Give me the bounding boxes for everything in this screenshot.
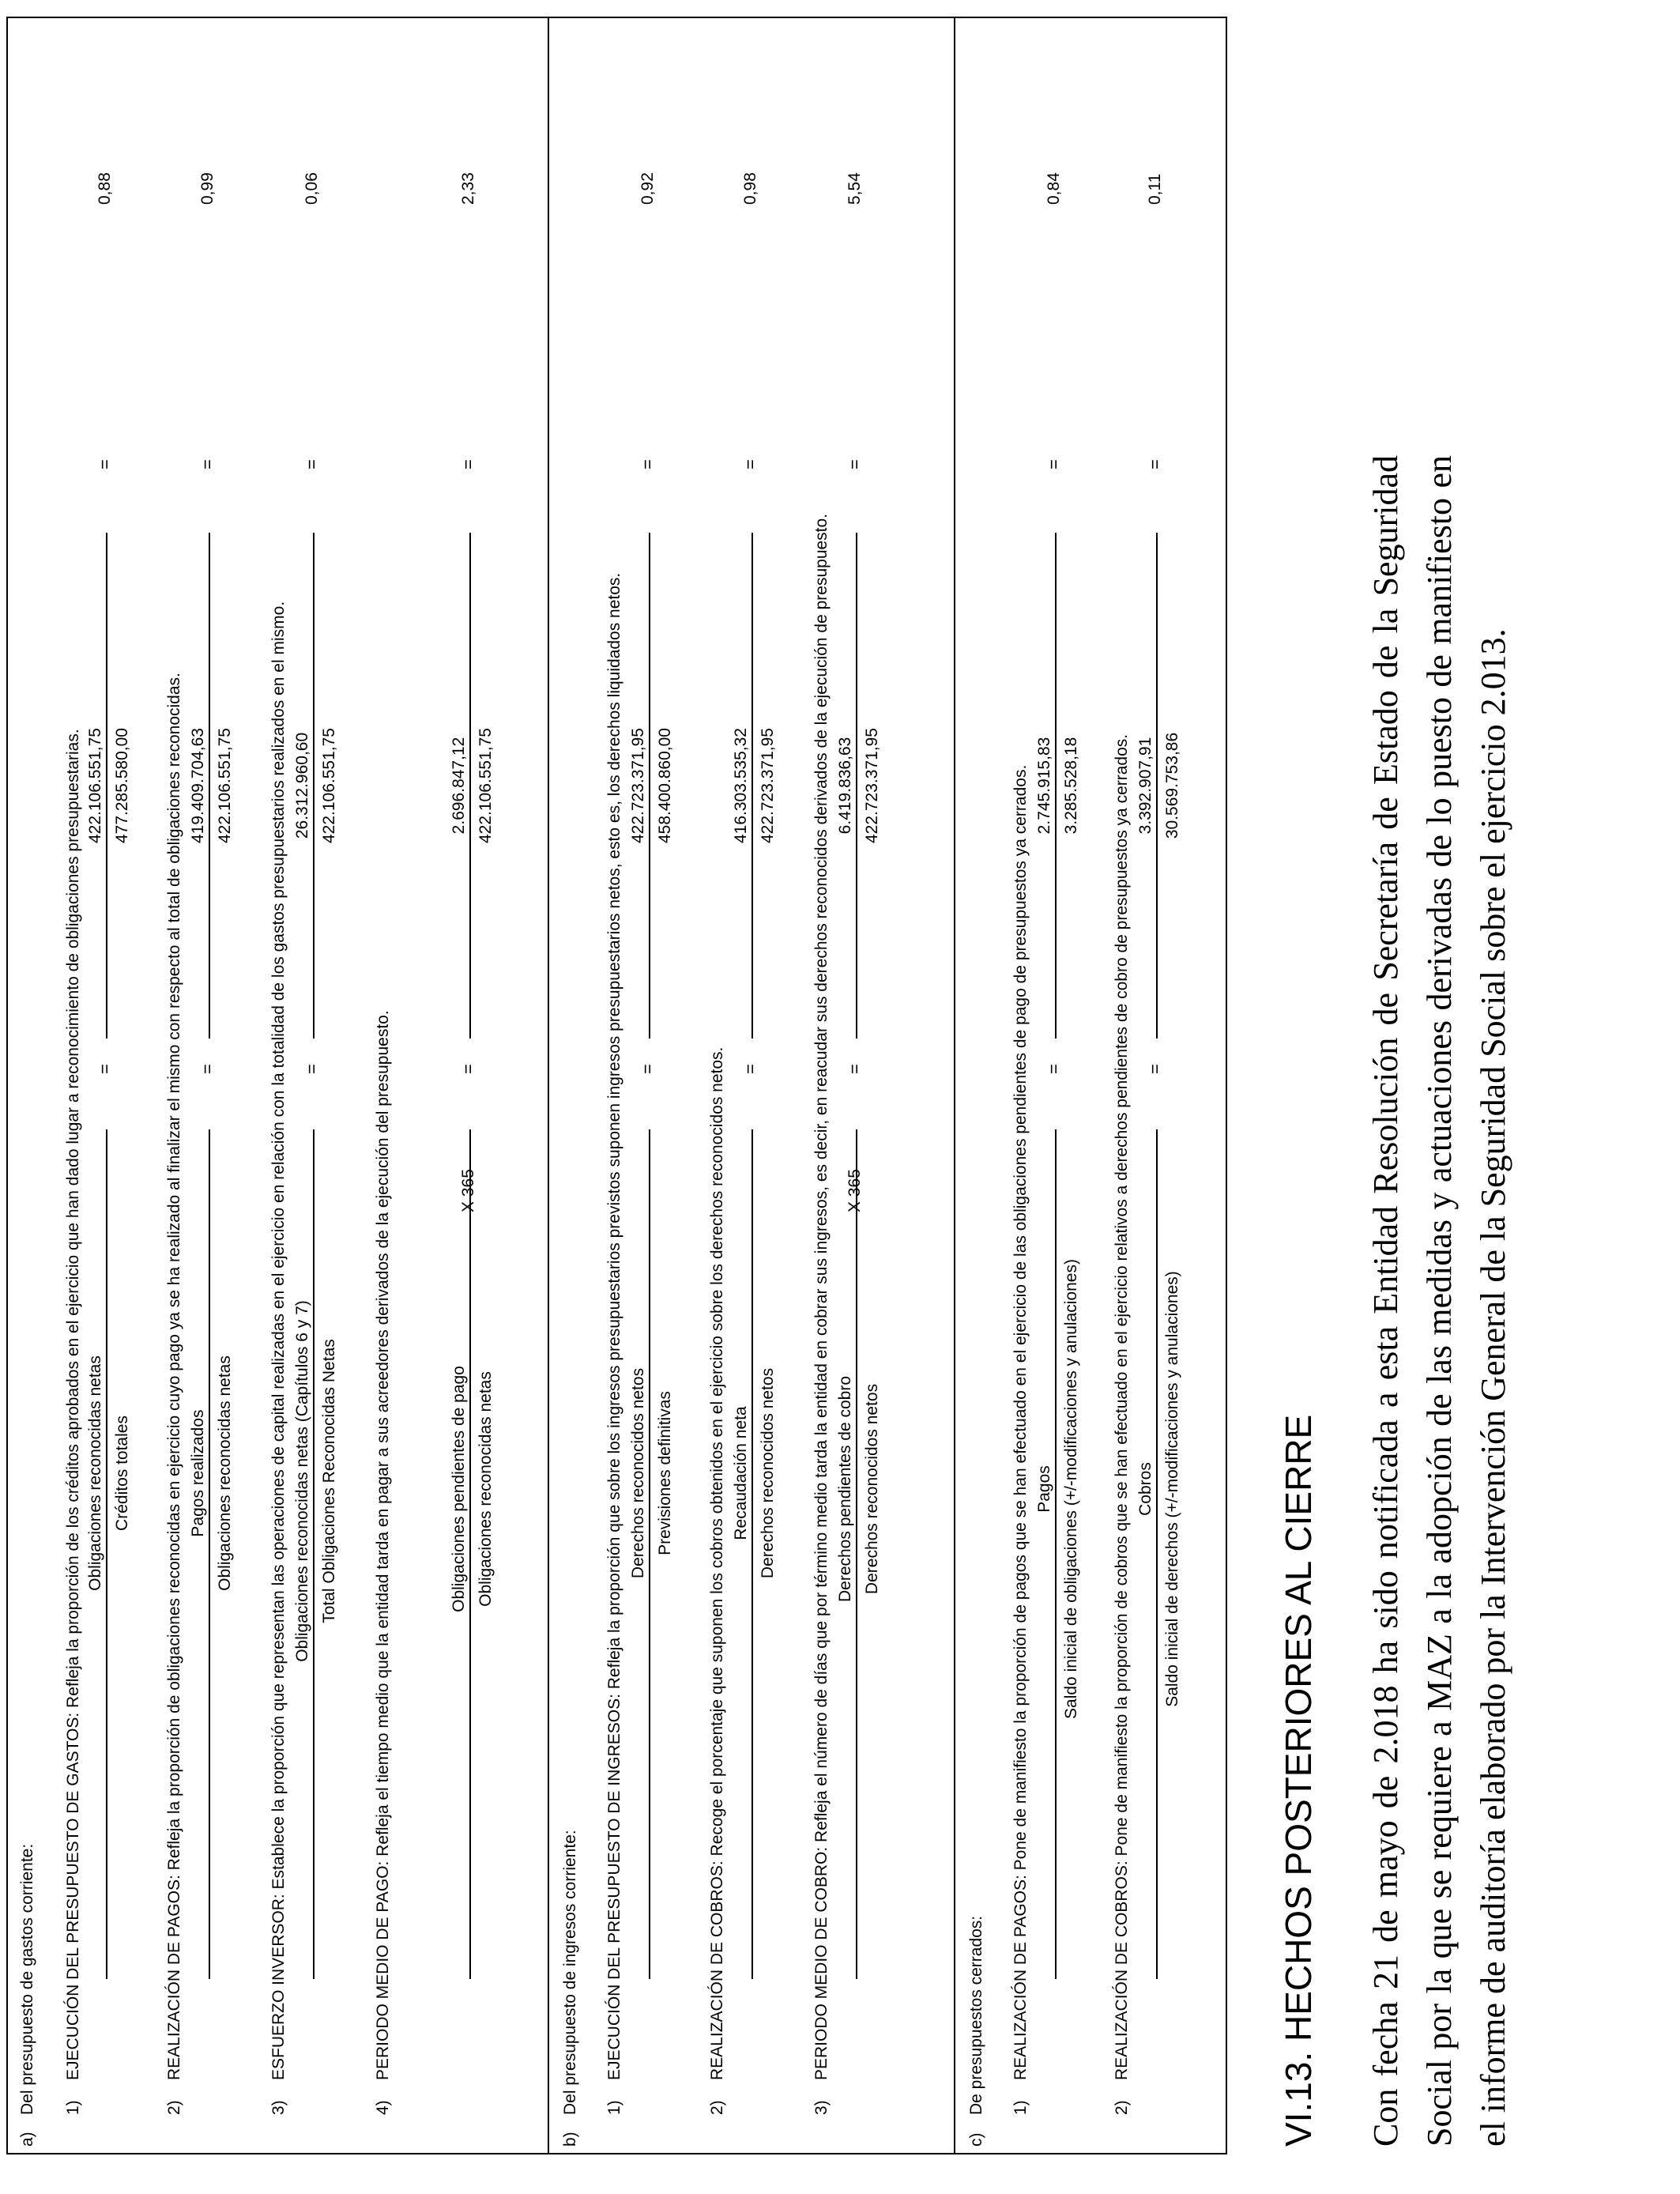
numerator-value: 422.106.551,75 xyxy=(86,728,104,843)
equals-sign: = xyxy=(458,1064,478,1074)
numerator-value: 416.303.535,32 xyxy=(732,728,750,843)
indicator-result: 0,92 xyxy=(638,172,657,205)
multiplier-text: X 365 xyxy=(459,1169,477,1212)
section-label: a) xyxy=(18,2132,36,2147)
section-title: Del presupuesto de ingresos corriente: xyxy=(561,1830,579,2115)
fraction-bar xyxy=(209,533,210,1039)
fraction-bar xyxy=(313,1129,315,1979)
denominator-label: Derechos reconocidos netos xyxy=(863,1383,881,1595)
equals-sign: = xyxy=(845,1064,864,1074)
indicator-result: 2,33 xyxy=(459,172,477,205)
equals-sign: = xyxy=(198,1064,217,1074)
numerator-value: 6.419.836,63 xyxy=(836,737,854,835)
indicator-description: ESFUERZO INVERSOR: Establece la proporción que representan las operaciones de capital realizadas en el ejercicio en relación con la totalidad de los gastos presupuestarios realizados en el mismo. xyxy=(269,601,288,2080)
equals-sign: = xyxy=(95,1064,115,1074)
denominator-value: 422.106.551,75 xyxy=(216,728,234,843)
fraction-bar xyxy=(856,533,857,1039)
indicator-description: REALIZACIÓN DE COBROS: Recoge el porcentaje que suponen los cobros obtenidos en el ejercicio sobre los derechos reconocidos netos. xyxy=(708,1046,726,2080)
indicator-result: 0,11 xyxy=(1146,173,1164,205)
fraction-bar xyxy=(1156,1129,1158,1979)
numerator-value: 419.409.704,63 xyxy=(189,728,207,843)
section-label: b) xyxy=(561,2132,579,2147)
fraction-bar xyxy=(1055,1129,1057,1979)
equals-sign: = xyxy=(198,459,217,469)
indicator-description: PERIODO MEDIO DE PAGO: Refleja el tiempo medio que la entidad tarda en pagar a sus acreedores derivados de la ejecución del presupuesto. xyxy=(374,1010,392,2080)
denominator-value: 422.723.371,95 xyxy=(863,728,881,843)
fraction-bar xyxy=(649,533,650,1039)
body-paragraph: Con fecha 21 de mayo de 2.018 ha sido notificada a esta Entidad Resolución de Secretaría de Estado de la Seguridad Social por la que se requiere a MAZ a la adopción de las medidas y actuaciones derivadas de lo puesto de manifiesto en el informe de auditoría elaborado por la Intervención General de la Seguridad Social sobre el ejercicio 2.013. xyxy=(1366,455,1512,2147)
numerator-value: 26.312.960,60 xyxy=(293,732,311,839)
numerator-value: 3.392.907,91 xyxy=(1136,737,1155,835)
equals-sign: = xyxy=(95,459,115,469)
section-label: c) xyxy=(967,2132,985,2147)
section-closed-budgets xyxy=(955,18,1226,2153)
equals-sign: = xyxy=(638,459,657,469)
section-heading: VI.13. HECHOS POSTERIORES AL CIERRE xyxy=(1278,1414,1319,2147)
denominator-label: Créditos totales xyxy=(113,1416,131,1531)
indicator-result: 0,88 xyxy=(96,172,114,205)
indicator-result: 0,84 xyxy=(1045,172,1063,205)
indicator-number: 1) xyxy=(1011,2100,1030,2115)
denominator-label: Obligaciones reconocidas netas xyxy=(477,1371,495,1607)
indicator-description: PERIODO MEDIO DE COBRO: Refleja el número de días que por término medio tarda la entidad en cobrar sus ingresos, es decir, en reacudar sus derechos reconocidos derivados de la ejecución de presupuesto. xyxy=(812,513,831,2080)
indicator-result: 0,98 xyxy=(741,172,759,205)
indicator-result: 0,99 xyxy=(198,172,217,205)
fraction-bar xyxy=(751,533,753,1039)
equals-sign: = xyxy=(458,459,478,469)
indicator-result: 5,54 xyxy=(846,172,864,205)
numerator-label: Obligaciones reconocidas netas (Capítulos 6 y 7) xyxy=(293,1300,311,1662)
denominator-value: 422.106.551,75 xyxy=(320,728,338,843)
numerator-label: Derechos pendientes de cobro xyxy=(836,1375,854,1603)
indicator-result: 0,06 xyxy=(303,172,321,205)
equals-sign: = xyxy=(1044,1064,1064,1074)
denominator-value: 477.285.580,00 xyxy=(113,728,131,843)
denominator-label: Saldo inicial de derechos (+/-modificaciones y anulaciones) xyxy=(1163,1271,1181,1707)
indicator-number: 2) xyxy=(165,2100,183,2115)
indicator-number: 1) xyxy=(605,2100,623,2115)
denominator-value: 30.569.753,86 xyxy=(1163,732,1181,839)
section-income-budget xyxy=(549,18,955,2153)
indicator-number: 4) xyxy=(374,2100,392,2115)
numerator-value: 2.696.847,12 xyxy=(450,737,468,835)
indicator-description: EJECUCIÓN DEL PRESUPUESTO DE GASTOS: Refleja la proporción de los créditos aprobados en el ejercicio que han dado lugar a reconocimiento de obligaciones presupuestarias. xyxy=(64,729,82,2080)
section-expense-budget xyxy=(8,18,549,2153)
equals-sign: = xyxy=(1145,459,1165,469)
equals-sign: = xyxy=(740,1064,760,1074)
numerator-value: 2.745.915,83 xyxy=(1035,737,1053,835)
denominator-value: 422.106.551,75 xyxy=(477,728,495,843)
numerator-value: 422.723.371,95 xyxy=(629,728,647,843)
numerator-label: Obligaciones reconocidas netas xyxy=(86,1355,104,1591)
indicator-number: 2) xyxy=(708,2100,726,2115)
indicator-description: EJECUCIÓN DEL PRESUPUESTO DE INGRESOS: Refleja la proporción que sobre los ingresos presupuestarios previstos suponen ingresos presupuestarios netos, esto es, los derechos liquidados netos. xyxy=(605,572,623,2080)
indicator-number: 3) xyxy=(812,2100,831,2115)
budget-indicators-table xyxy=(6,17,1227,2154)
numerator-label: Recaudación neta xyxy=(732,1406,750,1540)
numerator-label: Pagos realizados xyxy=(189,1409,207,1537)
equals-sign: = xyxy=(302,1064,322,1074)
numerator-label: Pagos xyxy=(1035,1465,1053,1513)
indicator-description: REALIZACIÓN DE PAGOS: Refleja la proporción de obligaciones reconocidas en ejercicio cuyo pago ya se ha realizado al finalizar el mismo con respecto al total de obligaciones reconocidas. xyxy=(165,673,183,2080)
numerator-label: Obligaciones pendientes de pago xyxy=(450,1366,468,1612)
denominator-value: 422.723.371,95 xyxy=(759,728,777,843)
fraction-bar xyxy=(469,533,471,1039)
indicator-number: 3) xyxy=(269,2100,288,2115)
fraction-bar xyxy=(209,1129,210,1979)
equals-sign: = xyxy=(638,1064,657,1074)
indicator-number: 1) xyxy=(64,2100,82,2115)
denominator-label: Obligaciones reconocidas netas xyxy=(216,1355,234,1591)
denominator-label: Saldo inicial de obligaciones (+/-modificaciones y anulaciones) xyxy=(1062,1259,1080,1719)
equals-sign: = xyxy=(302,459,322,469)
denominator-value: 3.285.528,18 xyxy=(1062,737,1080,835)
denominator-label: Total Obligaciones Reconocidas Netas xyxy=(320,1339,338,1623)
multiplier-text: X 365 xyxy=(846,1169,864,1212)
fraction-bar xyxy=(469,1129,471,1979)
equals-sign: = xyxy=(740,459,760,469)
denominator-label: Derechos reconocidos netos xyxy=(759,1367,777,1579)
denominator-value: 458.400.860,00 xyxy=(656,728,674,843)
fraction-bar xyxy=(106,533,107,1039)
fraction-bar xyxy=(649,1129,650,1979)
equals-sign: = xyxy=(845,459,864,469)
fraction-bar xyxy=(751,1129,753,1979)
fraction-bar xyxy=(1156,533,1158,1039)
section-title: De presupuestos cerrados: xyxy=(967,1915,985,2115)
fraction-bar xyxy=(1055,533,1057,1039)
indicator-number: 2) xyxy=(1113,2100,1131,2115)
equals-sign: = xyxy=(1145,1064,1165,1074)
section-title: Del presupuesto de gastos corriente: xyxy=(18,1843,36,2115)
fraction-bar xyxy=(106,1129,107,1979)
fraction-bar xyxy=(856,1129,857,1979)
fraction-bar xyxy=(313,533,315,1039)
equals-sign: = xyxy=(1044,459,1064,469)
numerator-label: Cobros xyxy=(1136,1462,1155,1516)
denominator-label: Previsiones definitivas xyxy=(656,1391,674,1555)
numerator-label: Derechos reconocidos netos xyxy=(629,1367,647,1579)
indicator-description: REALIZACIÓN DE PAGOS: Pone de manifiesto la proporción de pagos que se han efectuado en el ejercicio de las obligaciones pendientes de pago de presupuestos ya cerrados. xyxy=(1011,764,1030,2080)
indicator-description: REALIZACIÓN DE COBROS: Pone de manifiesto la proporción de cobros que se han efectuado en el ejercicio relativos a derechos pendientes de cobro de presupuestos ya cerrados. xyxy=(1113,733,1131,2080)
